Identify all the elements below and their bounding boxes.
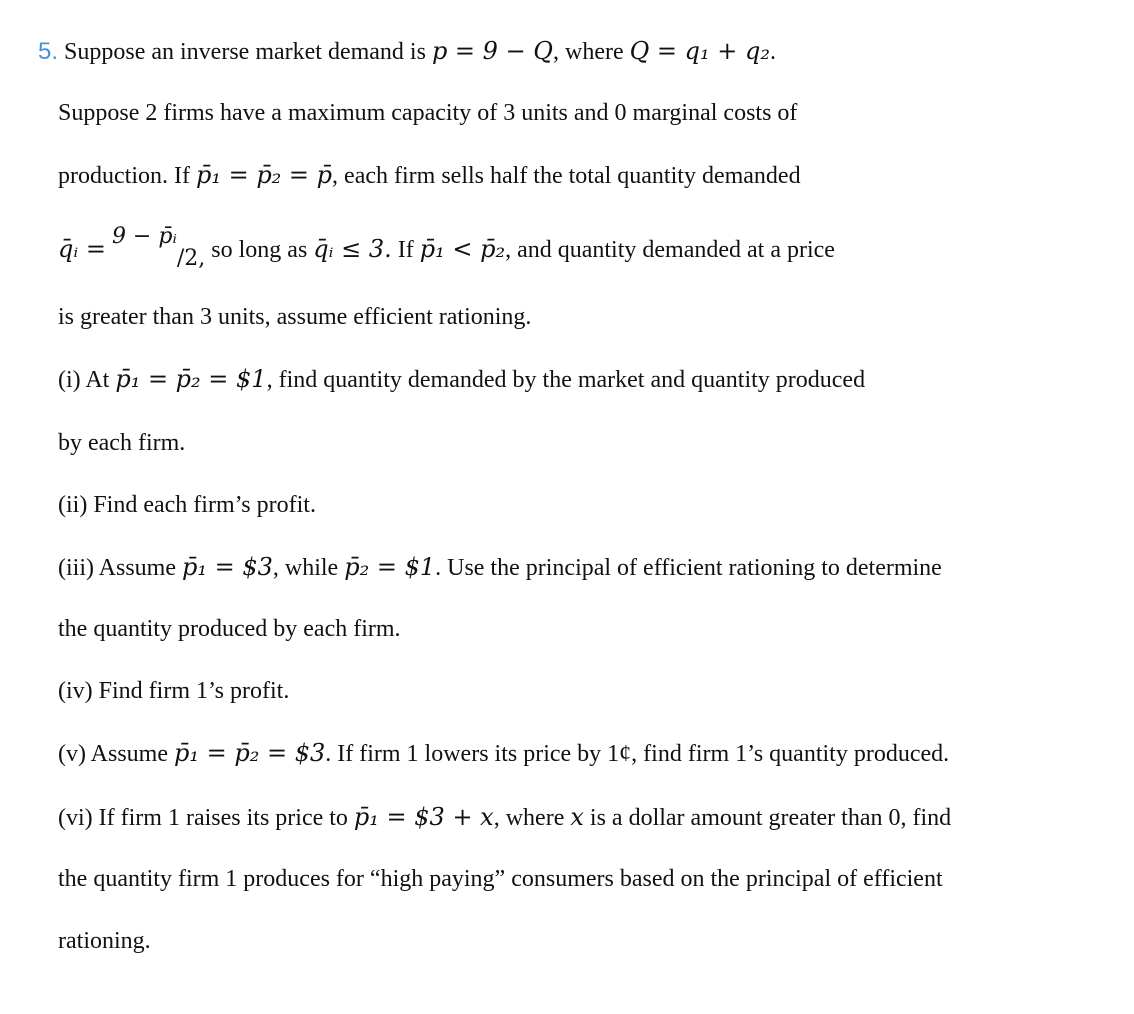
share-text-c: , and quantity demanded at a price [505, 237, 835, 263]
part-vi-label: (vi) If firm 1 raises its price to [58, 805, 348, 831]
part-vi-line [58, 802, 951, 833]
part-vi-cont-text-2: rationing. [58, 928, 151, 954]
problem-number: 5. [38, 38, 59, 65]
rationing-text: is greater than 3 units, assume efficient rationing. [58, 304, 532, 330]
part-v-equation: p̄₁ = p̄₂ = $3 [174, 739, 326, 767]
part-ii-text: (ii) Find each firm’s profit. [58, 492, 316, 518]
part-iii-text-c: . Use the principal of efficient rationing to determine [435, 555, 942, 581]
part-iii-line [58, 552, 942, 583]
share-lhs: q̄ᵢ = [58, 235, 106, 263]
part-vi-text-b: , where [493, 805, 565, 831]
part-iii-equation-2: p̄₂ = $1 [344, 553, 436, 581]
part-iii-equation-1: p̄₁ = $3 [182, 553, 273, 581]
setup-line-2 [58, 160, 801, 191]
part-iii-text-b: , while [272, 555, 339, 581]
part-i-line [58, 364, 865, 395]
part-vi-continuation [58, 864, 943, 894]
part-i-text: , find quantity demanded by the market and quantity produced [266, 367, 866, 393]
part-ii-line [58, 490, 316, 520]
part-iv-line [58, 676, 289, 706]
quantity-definition: Q = q₁ + q₂ [629, 37, 771, 65]
setup-text-1: Suppose 2 firms have a maximum capacity of 3 units and 0 marginal costs of [58, 100, 798, 126]
share-line [58, 224, 835, 271]
part-vi-variable: x [570, 803, 584, 831]
part-v-text: . If firm 1 lowers its price by 1¢, find firm 1’s quantity produced. [325, 741, 950, 767]
share-text-a: so long as [211, 237, 308, 263]
share-numerator: 9 − p̄ᵢ [111, 224, 177, 249]
where-text: , where [552, 39, 624, 65]
part-iii-continuation [58, 614, 401, 644]
demand-equation: p = 9 − Q [431, 37, 553, 65]
part-vi-continuation-2 [58, 926, 151, 956]
part-vi-equation: p̄₁ = $3 + x [353, 803, 494, 831]
part-v-line [58, 738, 949, 769]
part-i-label: (i) At [58, 367, 110, 393]
part-vi-cont-text: the quantity firm 1 produces for “high paying” consumers based on the principal of efficient [58, 866, 943, 892]
problem-heading-line: 5. Suppose an inverse market demand is p = 9 − Q, where Q = q₁ + q₂. [38, 37, 777, 65]
part-i-continuation [58, 428, 185, 458]
intro-text: Suppose an inverse market demand is [64, 39, 426, 65]
part-v-label: (v) Assume [58, 741, 168, 767]
part-i-cont-text: by each firm. [58, 430, 186, 456]
rationing-line [58, 302, 531, 332]
capacity-condition: q̄ᵢ ≤ 3. [313, 235, 392, 263]
equal-price-equation: p̄₁ = p̄₂ = p̄ [195, 161, 333, 189]
part-i-equation: p̄₁ = p̄₂ = $1 [115, 365, 267, 393]
part-iii-cont-text: the quantity produced by each firm. [58, 616, 401, 642]
part-vi-text-c: is a dollar amount greater than 0, find [589, 805, 952, 831]
share-denominator: /2, [176, 246, 206, 271]
price-inequality: p̄₁ < p̄₂ [419, 235, 506, 263]
setup-line-1 [58, 98, 797, 128]
part-iv-text: (iv) Find firm 1’s profit. [58, 678, 290, 704]
share-text-b: If [397, 237, 414, 263]
part-iii-label: (iii) Assume [58, 555, 176, 581]
setup-text-2a: production. If [58, 163, 190, 189]
setup-text-2b: , each firm sells half the total quantity demanded [332, 163, 801, 189]
